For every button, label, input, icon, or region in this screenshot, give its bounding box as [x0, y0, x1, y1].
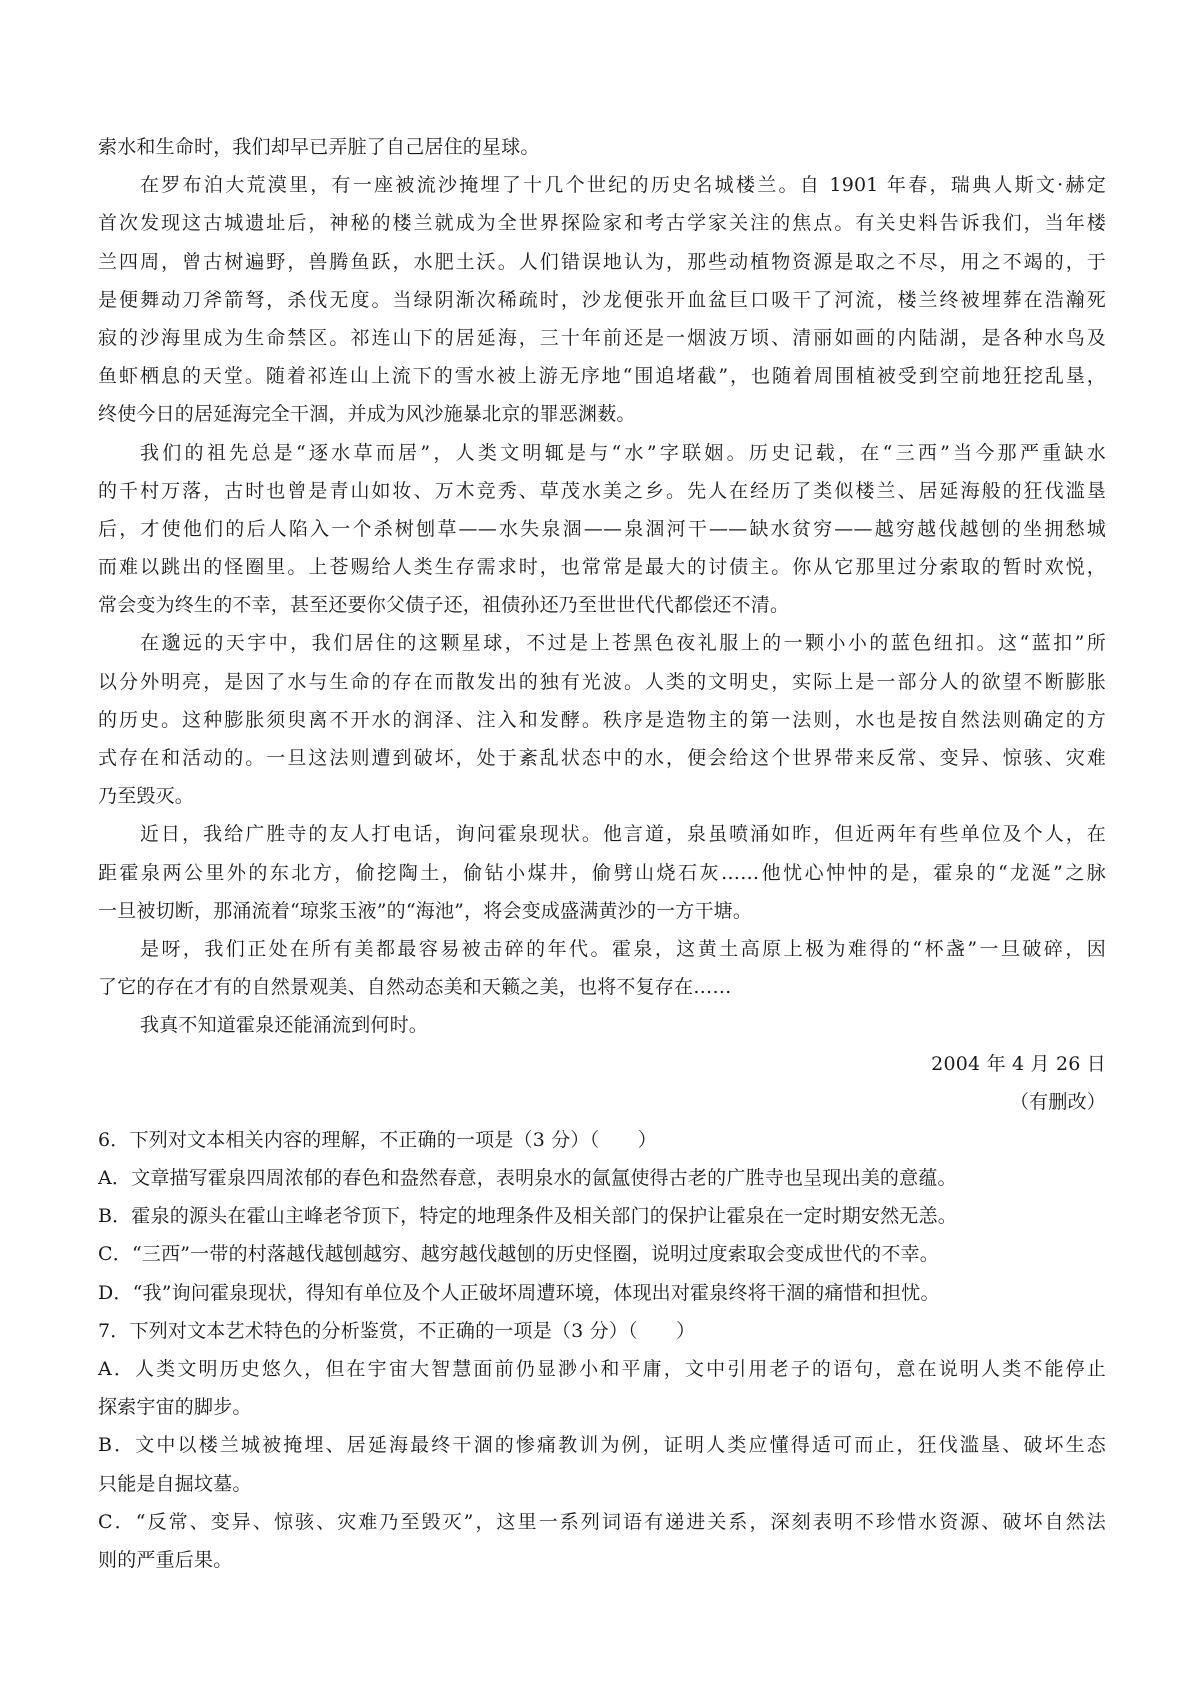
article-text-line: 首次发现这古城遗址后，神秘的楼兰就成为全世界探险家和考古学家关注的焦点。有关史料告诉我们，当年楼 [98, 212, 1106, 235]
article-text-line: 距霍泉两公里外的东北方，偷挖陶土，偷钻小煤井，偷劈山烧石灰……他忧心忡忡的是，霍泉的“龙涎”之脉 [98, 861, 1106, 884]
article-text-line: 我们的祖先总是“逐水草而居”，人类文明辄是与“水”字联姻。历史记载，在“三西”当今那严重缺水 [140, 441, 1106, 464]
question-text-line: 7．下列对文本艺术特色的分析鉴赏，不正确的一项是（3 分）（ ） [98, 1319, 696, 1342]
article-text-line: 鱼虾栖息的天堂。随着祁连山上流下的雪水被上游无序地“围追堵截”，也随着周围植被受到空前地狂挖乱垦， [98, 365, 1106, 388]
article-text-line: 兰四周，曾古树遍野，兽腾鱼跃，水肥土沃。人们错误地认为，那些动植物资源是取之不尽，用之不竭的，于 [98, 250, 1106, 273]
article-text-line: 了它的存在才有的自然景观美、自然动态美和天籁之美，也将不复存在…… [98, 976, 732, 999]
article-date: 2004 年 4 月 26 日 [931, 1052, 1106, 1075]
article-text-line: 一旦被切断，那涌流着“琼浆玉液”的“海池”，将会变成盛满黄沙的一方干塘。 [98, 899, 753, 922]
question-text-line: C．“三西”一带的村落越伐越刨越穷、越穷越伐越刨的历史怪圈，说明过度索取会变成世代的不幸。 [98, 1243, 939, 1266]
article-text-line: 后，才使他们的后人陷入一个杀树刨草——水失泉涸——泉涸河干——缺水贫穷——越穷越伐越刨的坐拥愁城 [98, 517, 1106, 540]
article-text-line: 的历史。这种膨胀须臾离不开水的润泽、注入和发酵。秩序是造物主的第一法则，水也是按自然法则确定的方 [98, 708, 1106, 731]
question-text-line: 只能是自掘坟墓。 [98, 1472, 252, 1495]
article-text-line: 在邈远的天宇中，我们居住的这颗星球，不过是上苍黑色夜礼服上的一颗小小的蓝色纽扣。这“蓝扣”所 [140, 632, 1106, 655]
article-text-line: 是呀，我们正处在所有美都最容易被击碎的年代。霍泉，这黄土高原上极为难得的“杯盏”一旦破碎，因 [140, 937, 1106, 960]
article-note: （有删改） [1009, 1090, 1106, 1113]
article-text-line: 的千村万落，古时也曾是青山如妆、万木竞秀、草茂水美之乡。先人在经历了类似楼兰、居延海般的狂伐滥垦 [98, 479, 1106, 502]
question-text-line: D．“我”询问霍泉现状，得知有单位及个人正破坏周遭环境，体现出对霍泉终将干涸的痛惜和担忧。 [98, 1281, 940, 1304]
article-text-line: 常会变为终生的不幸，甚至还要你父债子还，祖债孙还乃至世世代代都偿还不清。 [98, 594, 790, 617]
article-text-line: 终使今日的居延海完全干涸，并成为风沙施暴北京的罪恶渊薮。 [98, 403, 636, 426]
question-section [98, 1121, 1106, 1579]
article-text-line: 而难以跳出的怪圈里。上苍赐给人类生存需求时，也常常是最大的讨债主。你从它那里过分索取的暂时欢悦， [98, 556, 1106, 579]
article-text-line: 索水和生命时，我们却早已弄脏了自己居住的星球。 [98, 136, 540, 158]
question-text-line: B．文中以楼兰城被掩埋、居延海最终干涸的惨痛教训为例，证明人类应懂得适可而止，狂伐滥垦、破坏生态 [98, 1434, 1106, 1457]
question-text-line: C．“反常、变异、惊骇、灾难乃至毁灭”，这里一系列词语有递进关系，深刻表明不珍惜水资源、破坏自然法 [98, 1510, 1106, 1533]
article-text-line: 乃至毁灭。 [98, 785, 195, 808]
article-text-line: 我真不知道霍泉还能涌流到何时。 [140, 1014, 429, 1037]
article-text-line: 在罗布泊大荒漠里，有一座被流沙掩埋了十几个世纪的历史名城楼兰。自 1901 年春，瑞典人斯文·赫定 [140, 174, 1106, 197]
article-text-line: 寂的沙海里成为生命禁区。祁连山下的居延海，三十年前还是一烟波万顷、清丽如画的内陆湖，是各种水鸟及 [98, 326, 1106, 349]
document-page [98, 128, 1106, 1579]
question-text-line: A．文章描写霍泉四周浓郁的春色和盎然春意，表明泉水的氤氲使得古老的广胜寺也呈现出美的意蕴。 [98, 1167, 957, 1190]
article-body [98, 128, 1106, 1045]
question-text-line: 6．下列对文本相关内容的理解，不正确的一项是（3 分）（ ） [98, 1128, 657, 1151]
question-text-line: A．人类文明历史悠久，但在宇宙大智慧面前仍显渺小和平庸，文中引用老子的语句，意在说明人类不能停止 [98, 1358, 1106, 1380]
question-text-line: B．霍泉的源头在霍山主峰老爷顶下，特定的地理条件及相关部门的保护让霍泉在一定时期安然无恙。 [98, 1205, 957, 1228]
question-text-line: 探索宇宙的脚步。 [98, 1396, 252, 1419]
article-text-line: 近日，我给广胜寺的友人打电话，询问霍泉现状。他言道，泉虽喷涌如昨，但近两年有些单位及个人，在 [140, 823, 1106, 846]
article-text-line: 是便舞动刀斧箭弩，杀伐无度。当绿阴渐次稀疏时，沙龙便张开血盆巨口吸干了河流，楼兰终被埋葬在浩瀚死 [98, 288, 1106, 311]
article-text-line: 以分外明亮，是因了水与生命的存在而散发出的独有光波。人类的文明史，实际上是一部分人的欲望不断膨胀 [98, 670, 1106, 693]
question-text-line: 则的严重后果。 [98, 1548, 233, 1571]
article-text-line: 式存在和活动的。一旦这法则遭到破坏，处于紊乱状态中的水，便会给这个世界带来反常、变异、惊骇、灾难 [98, 747, 1106, 769]
